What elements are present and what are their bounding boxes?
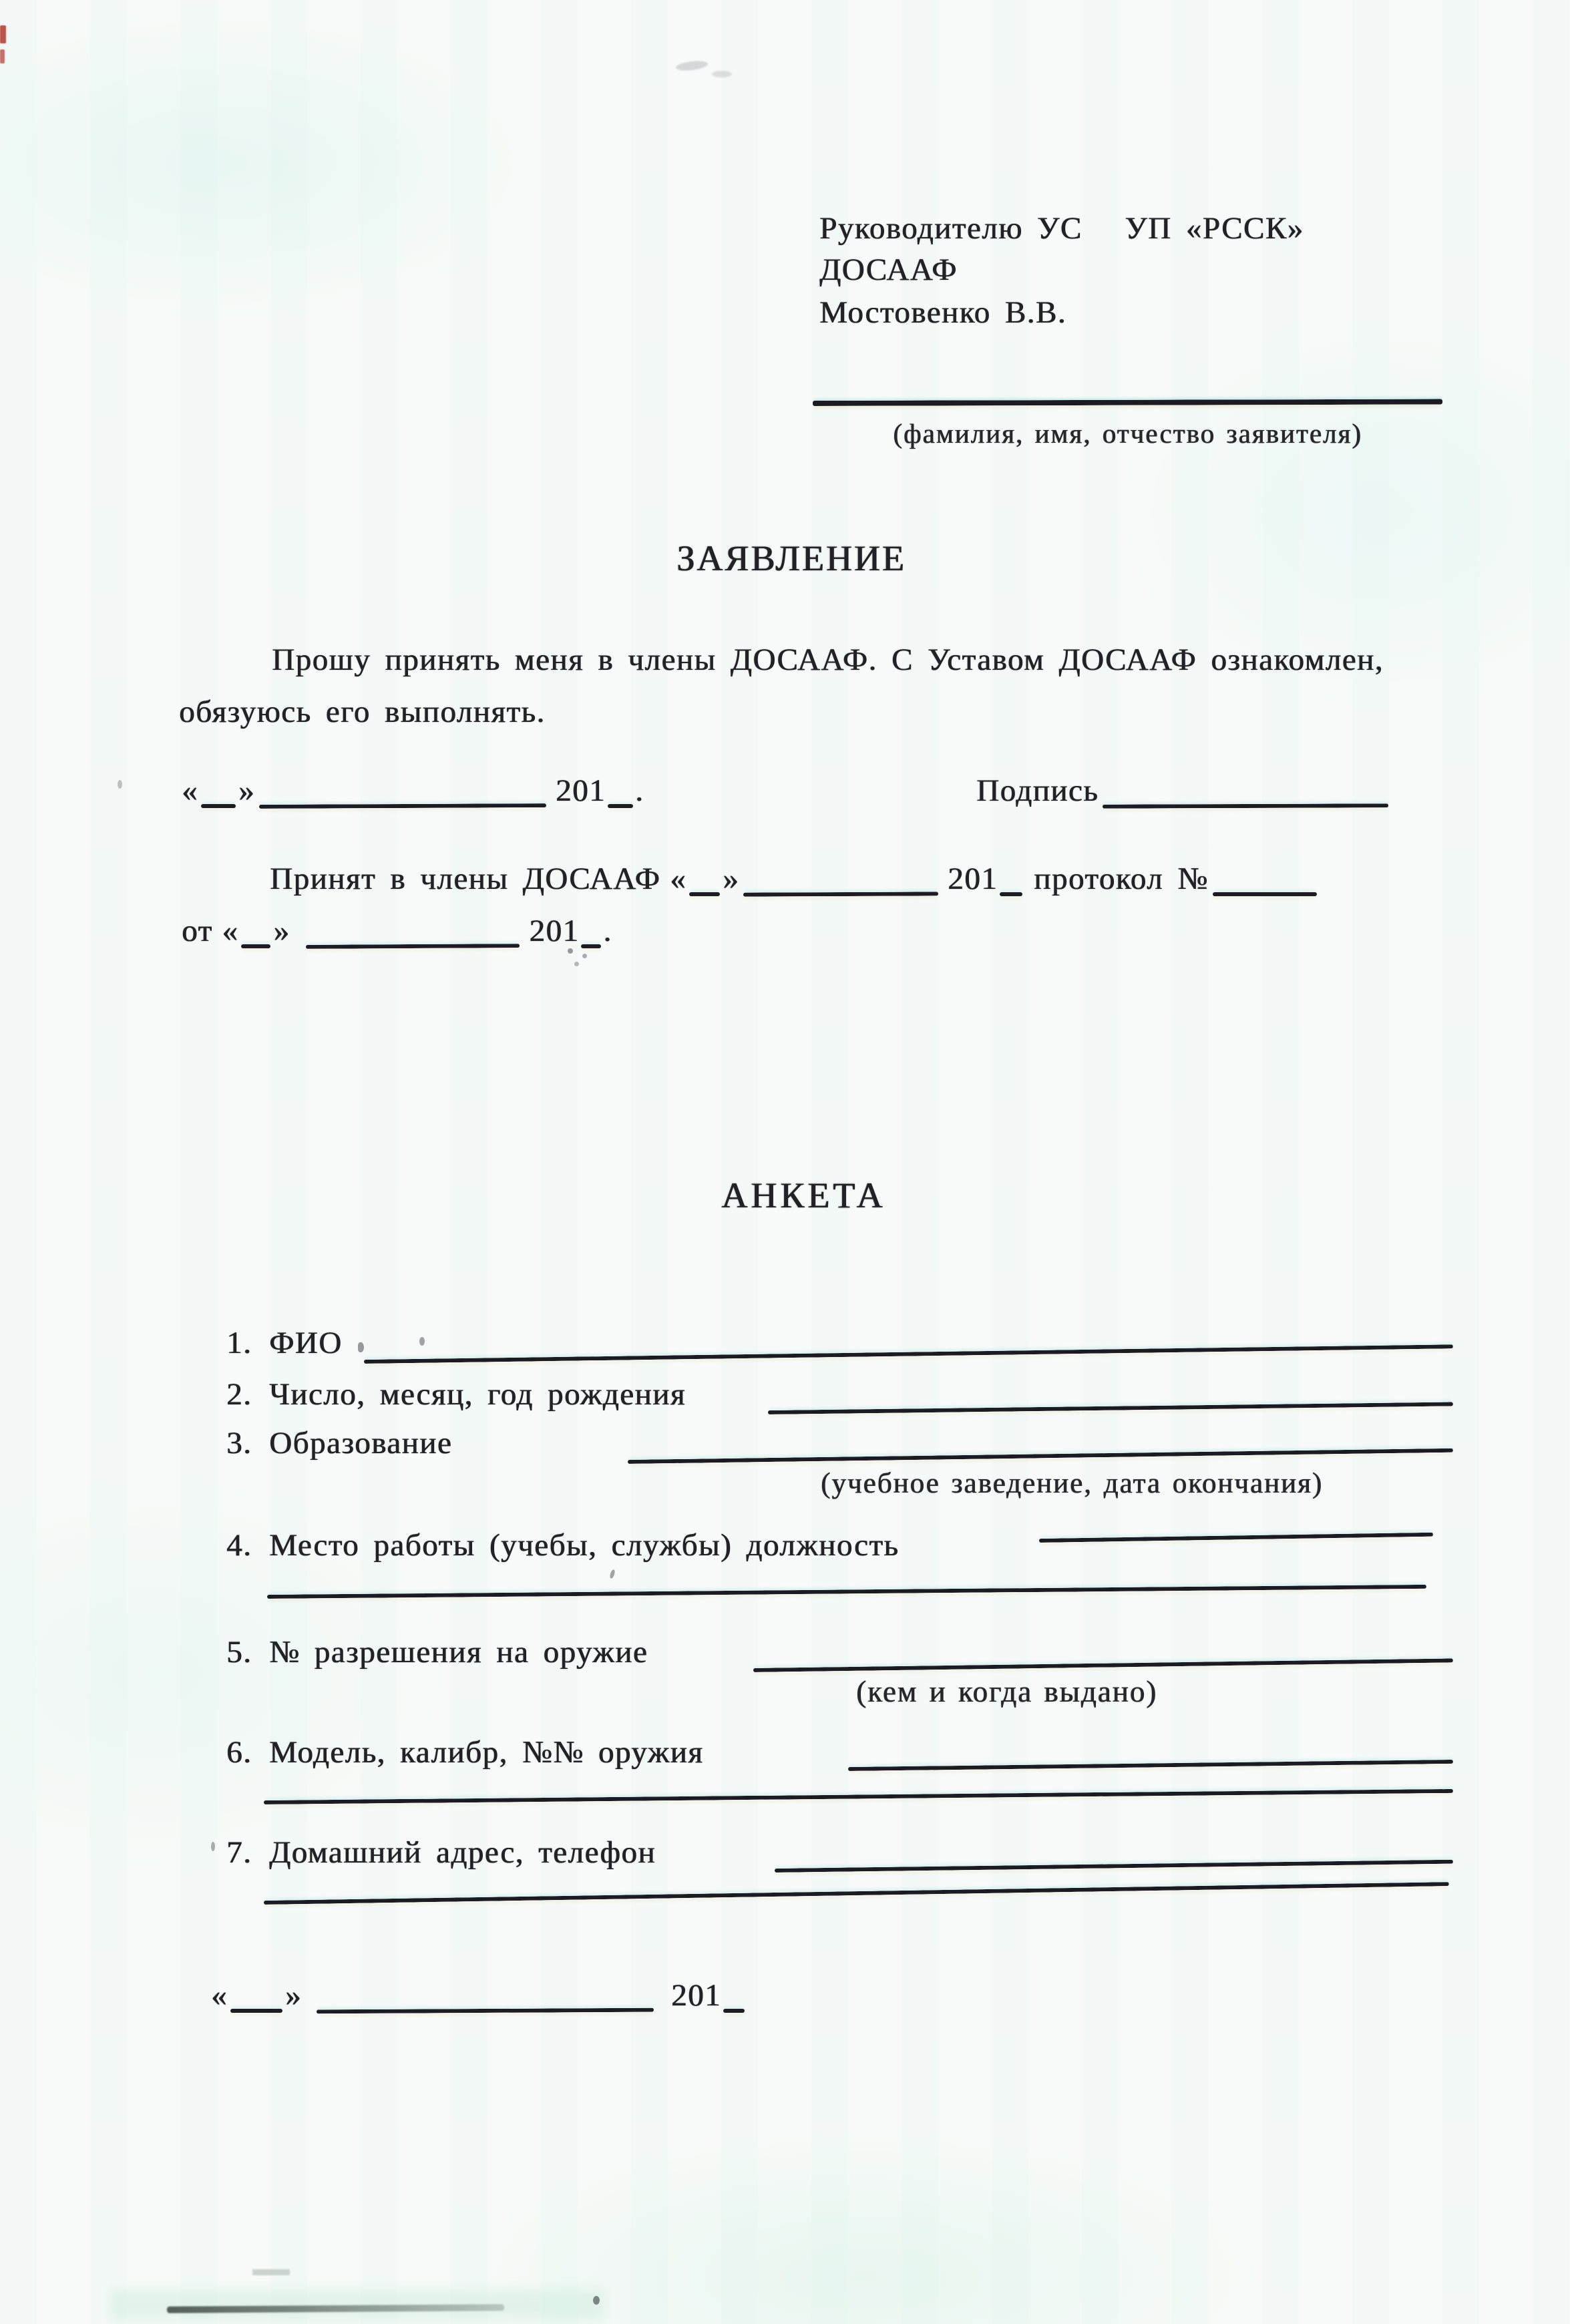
item-label: Число, месяц, год рождения [269, 1377, 686, 1412]
scan-speck [568, 948, 573, 954]
questionnaire-title: АНКЕТА [721, 1175, 886, 1215]
education-caption: (учебное заведение, дата окончания) [820, 1468, 1324, 1499]
answer-continuation-line [264, 1882, 1449, 1905]
from-label: от [182, 914, 213, 948]
questionnaire-item [226, 1326, 343, 1361]
signature-label: Подпись [976, 773, 1099, 808]
answer-continuation-line [264, 1789, 1453, 1804]
day-blank-line [241, 944, 270, 948]
quote-open: « [670, 861, 687, 896]
year-prefix: 201 [948, 861, 998, 896]
quote-open: « [211, 1978, 228, 2013]
item-number: 6. [226, 1735, 252, 1770]
year-prefix: 201 [529, 914, 580, 948]
item-number: 1. [226, 1326, 252, 1360]
application-date-row [182, 773, 644, 809]
protocol-label: протокол № [1034, 861, 1209, 896]
permit-caption: (кем и когда выдано) [856, 1675, 1158, 1708]
quote-open: « [182, 773, 198, 808]
answer-blank-line [775, 1860, 1453, 1873]
applicant-name-caption: (фамилия, имя, отчество заявителя) [893, 418, 1362, 449]
item-label: Место работы (учебы, службы) должность [269, 1528, 900, 1563]
item-number: 3. [226, 1426, 252, 1461]
item-label: Образование [269, 1426, 453, 1461]
day-blank-line [689, 892, 720, 896]
year-blank-line [608, 804, 633, 808]
quote-open: « [222, 914, 239, 948]
red-edge-mark [0, 49, 5, 63]
applicant-name-blank-line [813, 399, 1442, 406]
header-organization: ДОСААФ [819, 252, 958, 287]
bottom-edge-smudge [167, 2304, 504, 2313]
questionnaire-item [226, 1377, 686, 1412]
signature-blank-line [1103, 803, 1388, 808]
accepted-from-row [182, 914, 612, 949]
scan-speck [609, 1569, 616, 1579]
year-prefix: 201 [671, 1978, 721, 2013]
scan-smudge [252, 2269, 290, 2275]
questionnaire-item [226, 1528, 899, 1563]
answer-blank-line [753, 1658, 1453, 1672]
protocol-number-blank-line [1213, 892, 1317, 896]
item-label: Домашний адрес, телефон [269, 1835, 656, 1870]
item-label: ФИО [269, 1326, 343, 1360]
quote-close: » [723, 861, 740, 896]
month-blank-line [259, 803, 546, 809]
quote-close: » [285, 1978, 302, 2013]
questionnaire-item [226, 1635, 648, 1670]
scan-speck [419, 1337, 425, 1346]
scan-smudge [675, 59, 708, 72]
item-label: Модель, калибр, №№ оружия [269, 1735, 704, 1770]
period: . [603, 914, 612, 948]
day-blank-line [230, 2009, 282, 2013]
item-label: № разрешения на оружие [269, 1635, 648, 1670]
signature-row [976, 773, 1392, 809]
accepted-text: Принят в члены ДОСААФ [270, 861, 661, 896]
item-number: 4. [226, 1528, 252, 1563]
year-blank-line [581, 944, 601, 948]
footer-date-row [211, 1978, 747, 2013]
header-addressee-name: Мостовенко В.В. [819, 295, 1066, 330]
month-blank-line [743, 892, 938, 896]
answer-continuation-line [267, 1585, 1426, 1599]
scan-speck [582, 954, 587, 958]
item-number: 2. [226, 1377, 252, 1412]
scan-smudge [712, 71, 732, 77]
questionnaire-item [226, 1735, 703, 1770]
scan-speck [593, 2296, 600, 2305]
red-edge-mark [0, 25, 6, 43]
answer-blank-line [364, 1344, 1453, 1364]
scan-speck [358, 1342, 364, 1352]
statement-paragraph-line: обязуюсь его выполнять. [179, 695, 546, 729]
scan-smudge [110, 2289, 604, 2320]
item-number: 7. [226, 1835, 252, 1870]
accepted-row [270, 861, 1321, 897]
month-blank-line [306, 944, 520, 949]
year-prefix: 201 [556, 773, 606, 808]
day-blank-line [201, 804, 236, 808]
item-number: 5. [226, 1635, 252, 1670]
scan-speck [211, 1842, 215, 1851]
scan-speck [118, 780, 122, 789]
answer-blank-line [768, 1402, 1453, 1414]
answer-blank-line [628, 1448, 1453, 1464]
statement-title: ЗАЯВЛЕНИЕ [676, 538, 906, 578]
statement-paragraph-line: Прошу принять меня в члены ДОСААФ. С Уставом ДОСААФ ознакомлен, [272, 642, 1384, 677]
questionnaire-item [226, 1426, 452, 1461]
answer-blank-line [848, 1760, 1453, 1771]
answer-blank-line [1039, 1533, 1433, 1543]
month-blank-line [317, 2008, 654, 2014]
scan-speck [574, 962, 579, 966]
questionnaire-item [226, 1835, 656, 1871]
period: . [635, 773, 644, 808]
year-blank-line [1000, 892, 1022, 896]
quote-close: » [273, 914, 290, 948]
quote-close: » [238, 773, 255, 808]
header-recipient-line: Руководителю УС УП «РССК» [819, 211, 1304, 246]
year-blank-line [723, 2009, 745, 2013]
